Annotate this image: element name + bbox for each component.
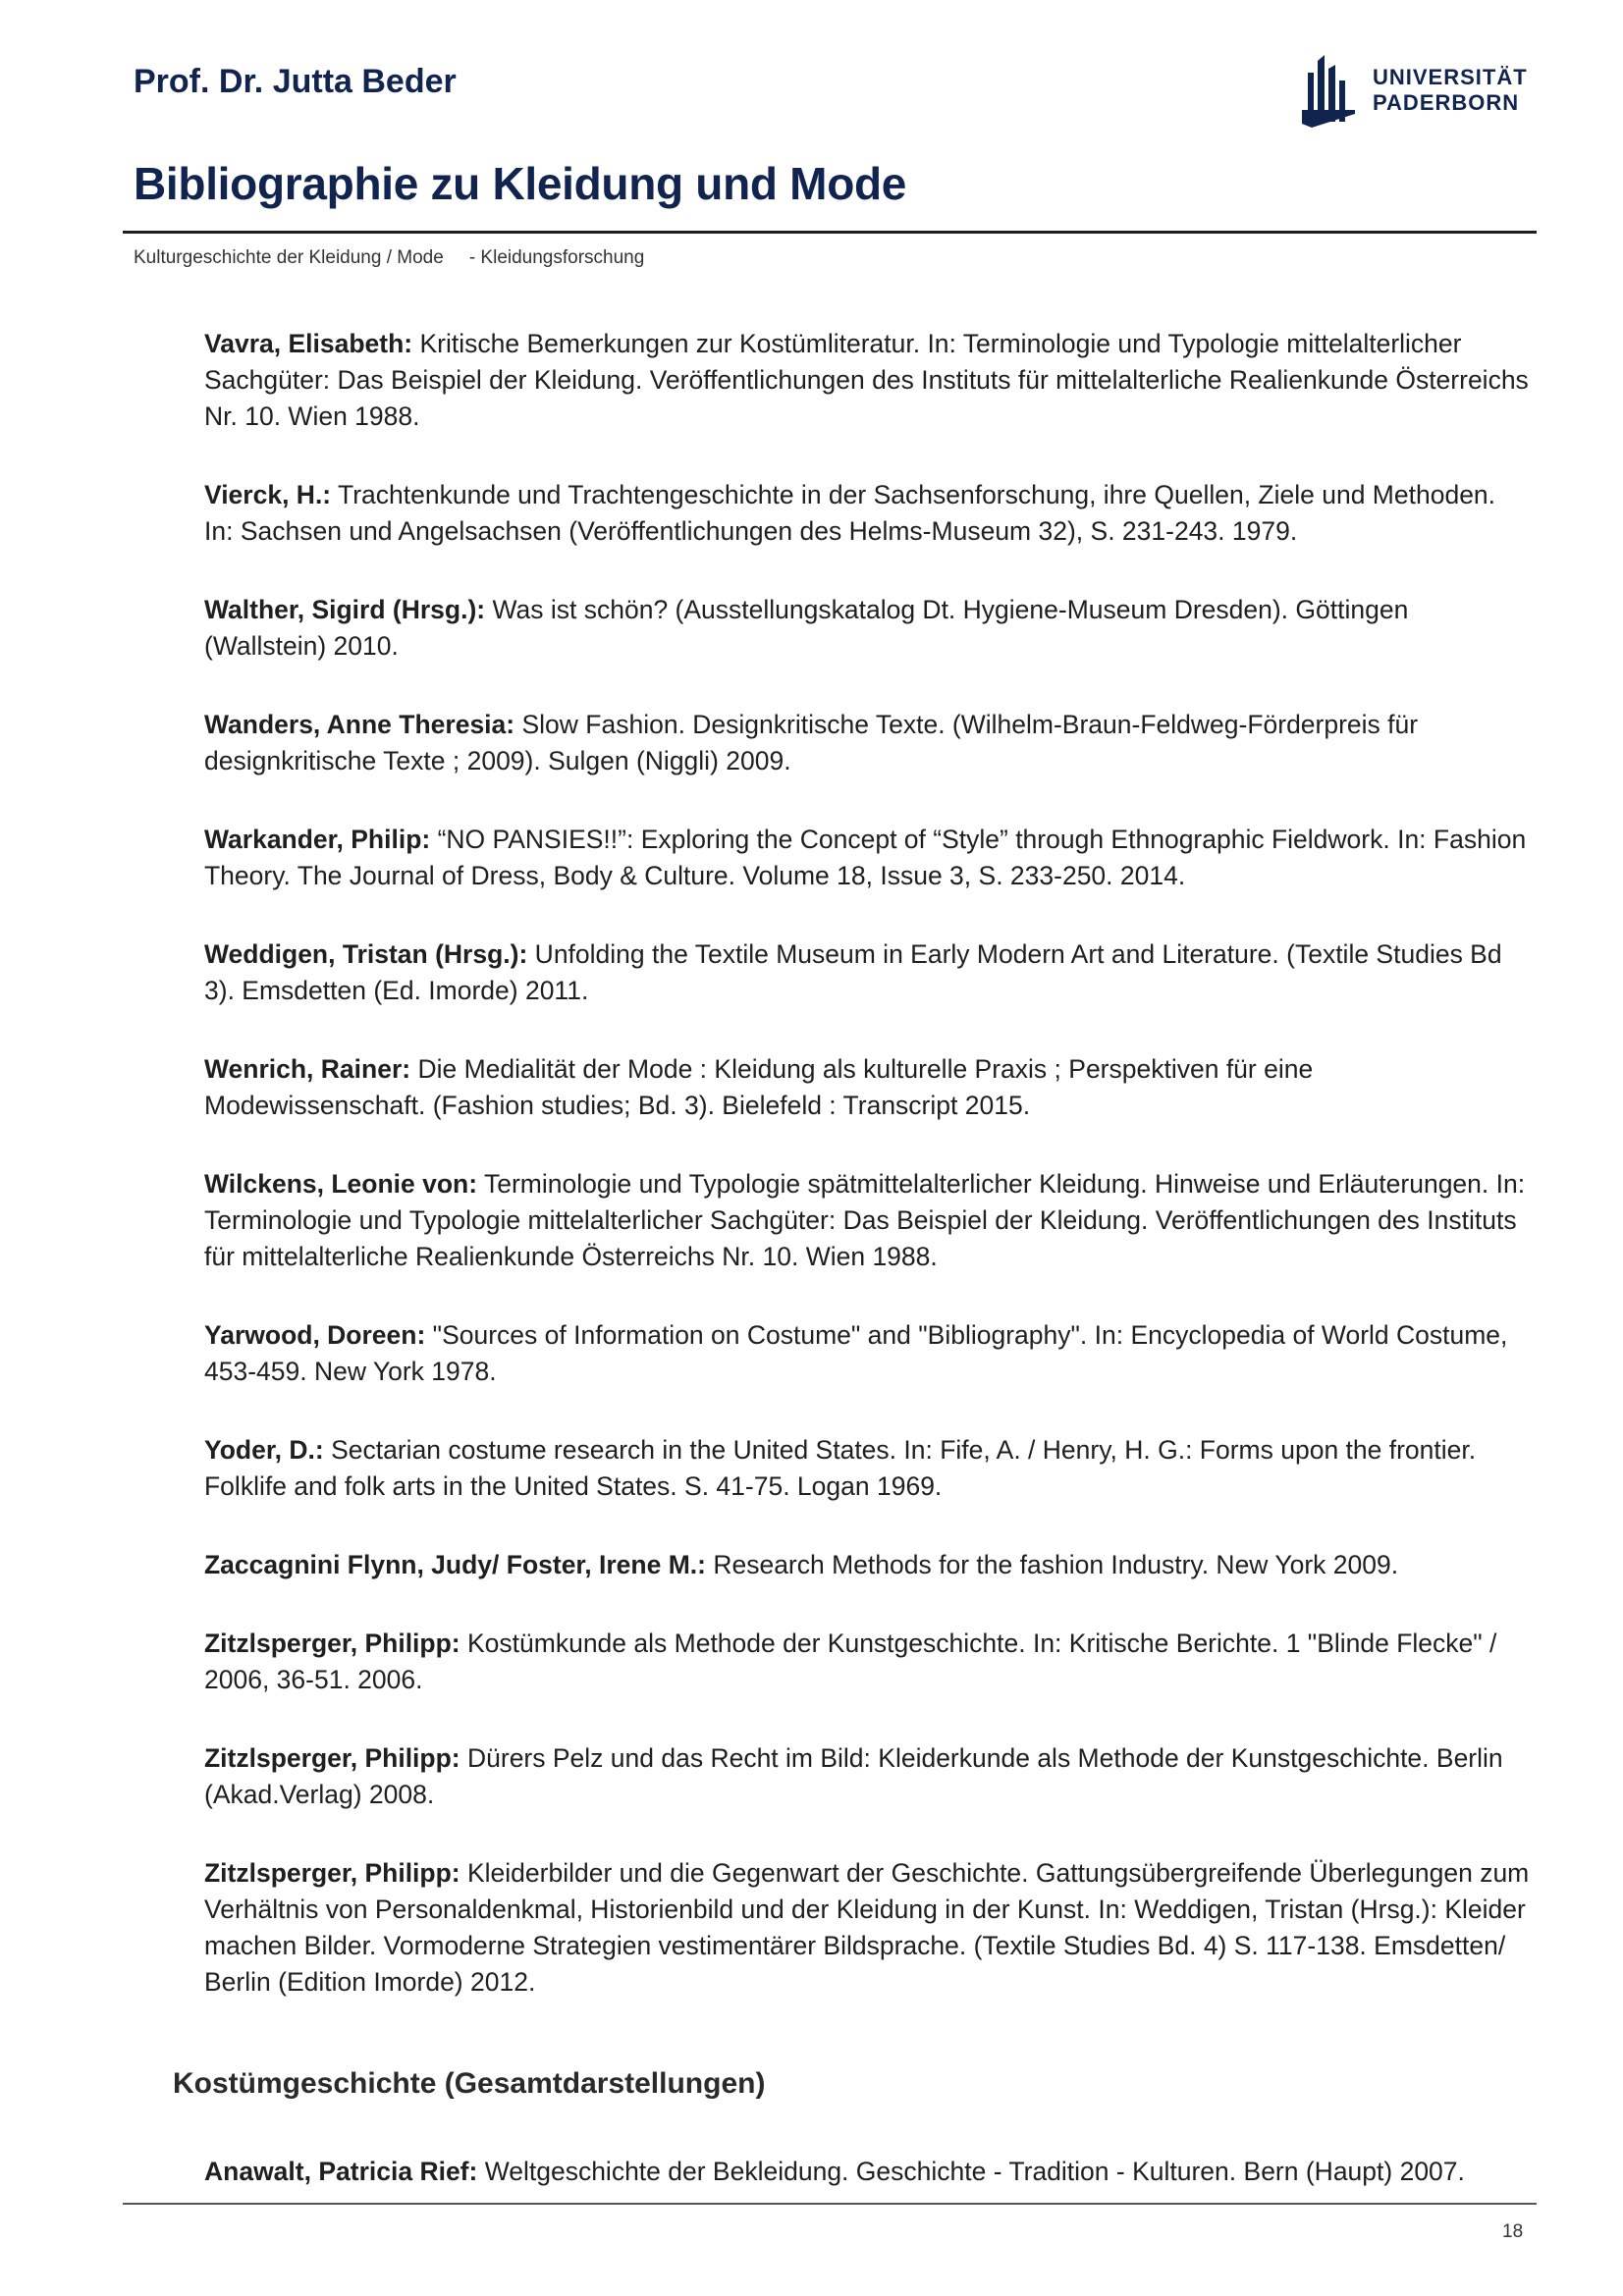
entry-author: Zitzlsperger, Philipp: <box>204 1743 460 1773</box>
document-author: Prof. Dr. Jutta Beder <box>134 63 457 100</box>
bibliography-entry <box>204 1051 1530 1124</box>
bibliography-entry <box>204 592 1530 665</box>
header-divider <box>123 231 1537 234</box>
entry-text: Trachtenkunde und Trachtengeschichte in der Sachsenforschung, ihre Quellen, Ziele und Methoden. In: Sachsen und Angelsachsen (Veröffentlichungen des Helms-Museum 32), S. 231-243. 1979. <box>204 480 1496 546</box>
entry-author: Zitzlsperger, Philipp: <box>204 1858 460 1888</box>
bibliography-entry <box>204 1547 1530 1583</box>
entry-text: Dürers Pelz und das Recht im Bild: Kleiderkunde als Methode der Kunstgeschichte. Berlin (Akad.Verlag) 2008. <box>204 1743 1503 1809</box>
entry-author: Vierck, H.: <box>204 480 332 509</box>
entry-author: Vavra, Elisabeth: <box>204 329 413 358</box>
entry-text: Kritische Bemerkungen zur Kostümliteratur. In: Terminologie und Typologie mittelalterlicher Sachgüter: Das Beispiel der Kleidung. Veröffentlichungen des Instituts für mittelalterliche Realienkunde Österreichs Nr. 10. Wien 1988. <box>204 329 1529 431</box>
entry-text: Was ist schön? (Ausstellungskatalog Dt. Hygiene-Museum Dresden). Göttingen (Wallstein) 2010. <box>204 595 1409 661</box>
bibliography-entry <box>204 326 1530 435</box>
entry-author: Warkander, Philip: <box>204 825 431 854</box>
entry-author: Yarwood, Doreen: <box>204 1320 426 1350</box>
bibliography-entry <box>204 936 1530 1009</box>
bibliography-entry <box>204 477 1530 550</box>
bibliography-entry <box>204 1432 1530 1505</box>
bibliography-entry <box>204 822 1530 894</box>
bibliography-list <box>204 326 1530 2043</box>
entry-text: Die Medialität der Mode : Kleidung als kulturelle Praxis ; Perspektiven für eine Modewissenschaft. (Fashion studies; Bd. 3). Bielefeld : Transcript 2015. <box>204 1054 1314 1120</box>
bibliography-entry <box>204 1166 1530 1275</box>
section-heading: Kostümgeschichte (Gesamtdarstellungen) <box>173 2067 766 2100</box>
entry-author: Zitzlsperger, Philipp: <box>204 1629 460 1658</box>
bibliography-entry <box>204 1740 1530 1813</box>
entry-author: Weddigen, Tristan (Hrsg.): <box>204 939 528 969</box>
bibliography-entry <box>204 1317 1530 1390</box>
breadcrumb-part-2: - Kleidungsforschung <box>468 247 645 268</box>
entry-author: Wenrich, Rainer: <box>204 1054 411 1084</box>
entry-author: Walther, Sigird (Hrsg.): <box>204 595 486 624</box>
breadcrumb <box>134 247 644 269</box>
breadcrumb-part-1: Kulturgeschichte der Kleidung / Mode <box>134 247 444 268</box>
footer-divider <box>123 2203 1537 2205</box>
university-logo <box>1300 51 1528 130</box>
entry-author: Yoder, D.: <box>204 1435 324 1465</box>
entry-text: Weltgeschichte der Bekleidung. Geschichte - Tradition - Kulturen. Bern (Haupt) 2007. <box>477 2157 1465 2186</box>
bibliography-entry <box>204 1855 1530 2001</box>
entry-text: Kostümkunde als Methode der Kunstgeschichte. In: Kritische Berichte. 1 "Blinde Flecke" / 2006, 36-51. 2006. <box>204 1629 1497 1694</box>
logo-line-2: PADERBORN <box>1373 90 1520 115</box>
logo-text <box>1373 65 1528 116</box>
bibliography-entry <box>204 1626 1530 1698</box>
entry-author: Anawalt, Patricia Rief: <box>204 2157 478 2186</box>
entry-author: Wilckens, Leonie von: <box>204 1169 478 1199</box>
bibliography-entry <box>204 2154 1549 2190</box>
entry-text: Sectarian costume research in the United States. In: Fife, A. / Henry, H. G.: Forms upon the frontier. Folklife and folk arts in the United States. S. 41-75. Logan 1969. <box>204 1435 1477 1501</box>
entry-text: Slow Fashion. Designkritische Texte. (Wilhelm-Braun-Feldweg-Förderpreis für designkritische Texte ; 2009). Sulgen (Niggli) 2009. <box>204 710 1419 775</box>
entry-author: Wanders, Anne Theresia: <box>204 710 515 739</box>
entry-text: Kleiderbilder und die Gegenwart der Geschichte. Gattungsübergreifende Überlegungen zum Verhältnis von Personaldenkmal, Historienbild und der Kleidung in der Kunst. In: Weddigen, Tristan (Hrsg.): Kleider machen Bilder. Vormoderne Strategien vestimentärer Bildsprache. (Textile Studies Bd. 4) S. 117-138. Emsdetten/ Berlin (Edition Imorde) 2012. <box>204 1858 1530 1997</box>
entry-text: "Sources of Information on Costume" and "Bibliography". In: Encyclopedia of World Costume, 453-459. New York 1978. <box>204 1320 1508 1386</box>
entry-text: Unfolding the Textile Museum in Early Modern Art and Literature. (Textile Studies Bd 3). Emsdetten (Ed. Imorde) 2011. <box>204 939 1502 1005</box>
page-number: 18 <box>1502 2221 1524 2242</box>
document-title: Bibliographie zu Kleidung und Mode <box>134 158 907 209</box>
entry-text: Research Methods for the fashion Industry. New York 2009. <box>705 1550 1399 1579</box>
bibliography-entry <box>204 707 1530 779</box>
bibliography-list-section-2 <box>204 2154 1549 2190</box>
entry-text: Terminologie und Typologie spätmittelalterlicher Kleidung. Hinweise und Erläuterungen. In: Terminologie und Typologie mittelalterlicher Sachgüter: Das Beispiel der Kleidung. Veröffentlichungen des Instituts für mittelalterliche Realienkunde Österreichs Nr. 10. Wien 1988. <box>204 1169 1526 1271</box>
entry-author: Zaccagnini Flynn, Judy/ Foster, Irene M.: <box>204 1550 706 1579</box>
entry-text: “NO PANSIES!!”: Exploring the Concept of “Style” through Ethnographic Fieldwork. In: Fashion Theory. The Journal of Dress, Body & Culture. Volume 18, Issue 3, S. 233-250. 2014. <box>204 825 1527 890</box>
logo-line-1: UNIVERSITÄT <box>1373 65 1528 89</box>
university-paderborn-logo-icon <box>1300 51 1359 130</box>
